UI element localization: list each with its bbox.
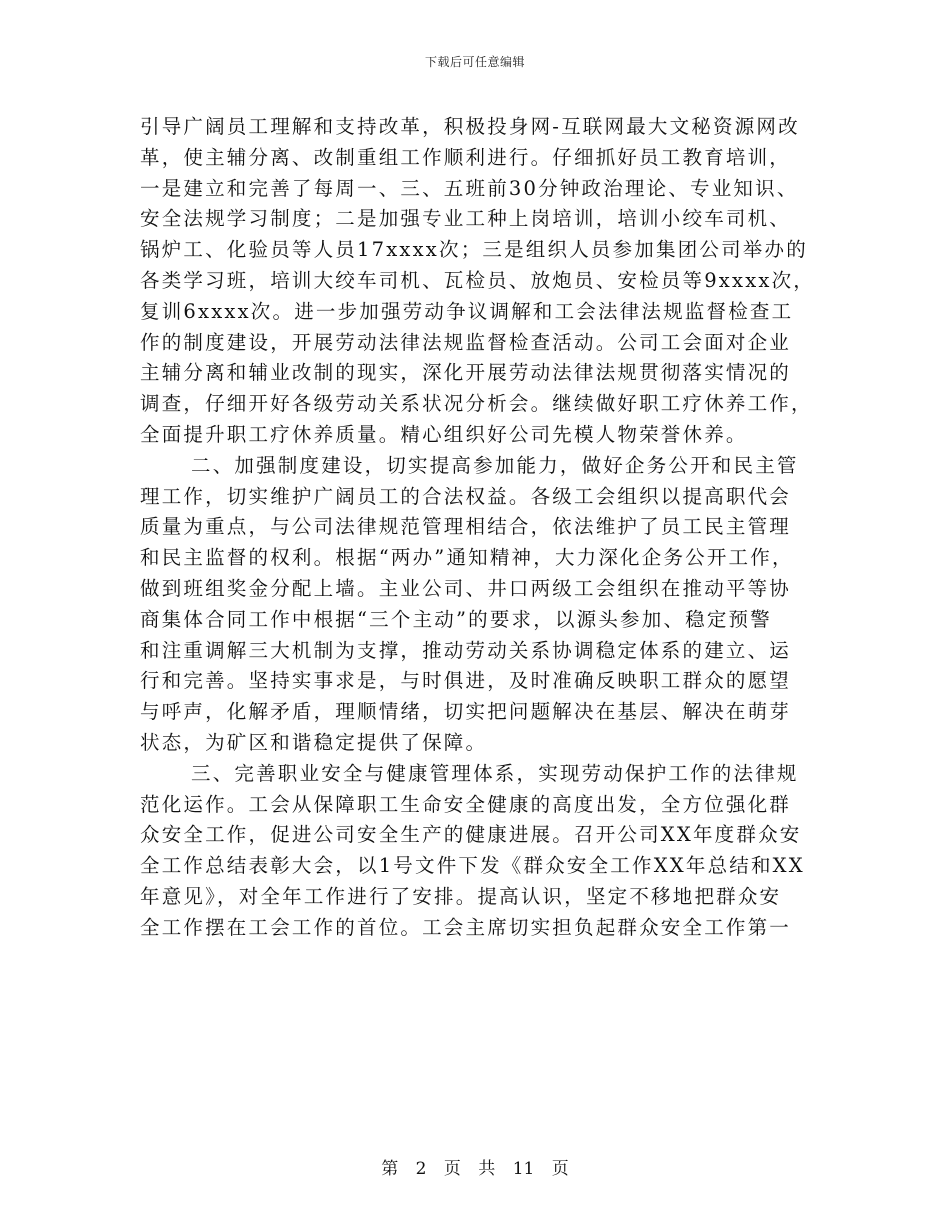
footer-page-word: 页 <box>443 1159 461 1179</box>
body-line: 和民主监督的权利。根据“两办”通知精神，大力深化企务公开工作， <box>140 546 794 570</box>
body-line: 调查，仔细开好各级劳动关系状况分析会。继续做好职工疗休养工作， <box>140 392 813 416</box>
footer-prefix: 第 <box>381 1159 399 1179</box>
body-line: 众安全工作，促进公司安全生产的健康进展。召开公司XX年度群众安 <box>140 823 802 847</box>
body-line: 引导广阔员工理解和支持改革，积极投身网-互联网最大文秘资源网改 <box>140 115 800 138</box>
footer-total-word: 共 <box>478 1159 496 1179</box>
footer-suffix: 页 <box>551 1159 569 1179</box>
body-line: 全面提升职工疗休养质量。精心组织好公司先模人物荣誉休养。 <box>140 422 748 446</box>
body-line: 和注重调解三大机制为支撑，推动劳动关系协调稳定体系的建立、运 <box>140 638 792 662</box>
page-number: 2 <box>415 1159 427 1179</box>
body-line: 一是建立和完善了每周一、三、五班前30分钟政治理论、专业知识、 <box>140 176 799 200</box>
body-line: 范化运作。工会从保障职工生命安全健康的高度出发，全方位强化群 <box>140 792 792 816</box>
document-body <box>140 112 815 944</box>
body-line: 质量为重点，与公司法律规范管理相结合，依法维护了员工民主管理 <box>140 515 792 539</box>
body-line: 作的制度建设，开展劳动法律法规监督检查活动。公司工会面对企业 <box>140 330 792 354</box>
paragraph-start-line: 三、完善职业安全与健康管理体系，实现劳动保护工作的法律规 <box>191 761 799 785</box>
page-header: 下载后可任意编辑 <box>424 55 525 69</box>
body-line: 行和完善。坚持实事求是，与时俱进，及时准确反映职工群众的愿望 <box>140 669 792 693</box>
body-line: 理工作，切实维护广阔员工的合法权益。各级工会组织以提高职代会 <box>140 484 792 508</box>
body-line: 商集体合同工作中根据“三个主动”的要求，以源头参加、稳定预警 <box>140 607 772 631</box>
total-pages: 11 <box>512 1159 535 1179</box>
body-line: 安全法规学习制度；二是加强专业工种上岗培训，培训小绞车司机、 <box>140 207 792 231</box>
body-line: 做到班组奖金分配上墙。主业公司、井口两级工会组织在推动平等协 <box>140 576 792 600</box>
body-line: 全工作摆在工会工作的首位。工会主席切实担负起群众安全工作第一 <box>140 915 792 939</box>
body-line: 主辅分离和辅业改制的现实，深化开展劳动法律法规贯彻落实情况的 <box>140 361 792 385</box>
body-line: 锅炉工、化验员等人员17xxxx次；三是组织人员参加集团公司举办的 <box>140 238 808 262</box>
paragraph-start-line: 二、加强制度建设，切实提高参加能力，做好企务公开和民主管 <box>191 453 799 477</box>
body-line: 全工作总结表彰大会，以1号文件下发《群众安全工作XX年总结和XX <box>140 854 805 878</box>
body-line: 年意见》，对全年工作进行了安排。提高认识，坚定不移地把群众安 <box>140 884 782 908</box>
body-line: 各类学习班，培训大绞车司机、瓦检员、放炮员、安检员等9xxxx次， <box>140 268 815 292</box>
body-line: 革，使主辅分离、改制重组工作顺利进行。仔细抓好员工教育培训， <box>140 145 792 169</box>
body-line: 状态，为矿区和谐稳定提供了保障。 <box>140 730 488 754</box>
body-line: 与呼声，化解矛盾，理顺情绪，切实把问题解决在基层、解决在萌芽 <box>140 700 792 724</box>
page-footer <box>0 1154 950 1179</box>
body-line: 复训6xxxx次。进一步加强劳动争议调解和工会法律法规监督检查工 <box>140 299 794 323</box>
